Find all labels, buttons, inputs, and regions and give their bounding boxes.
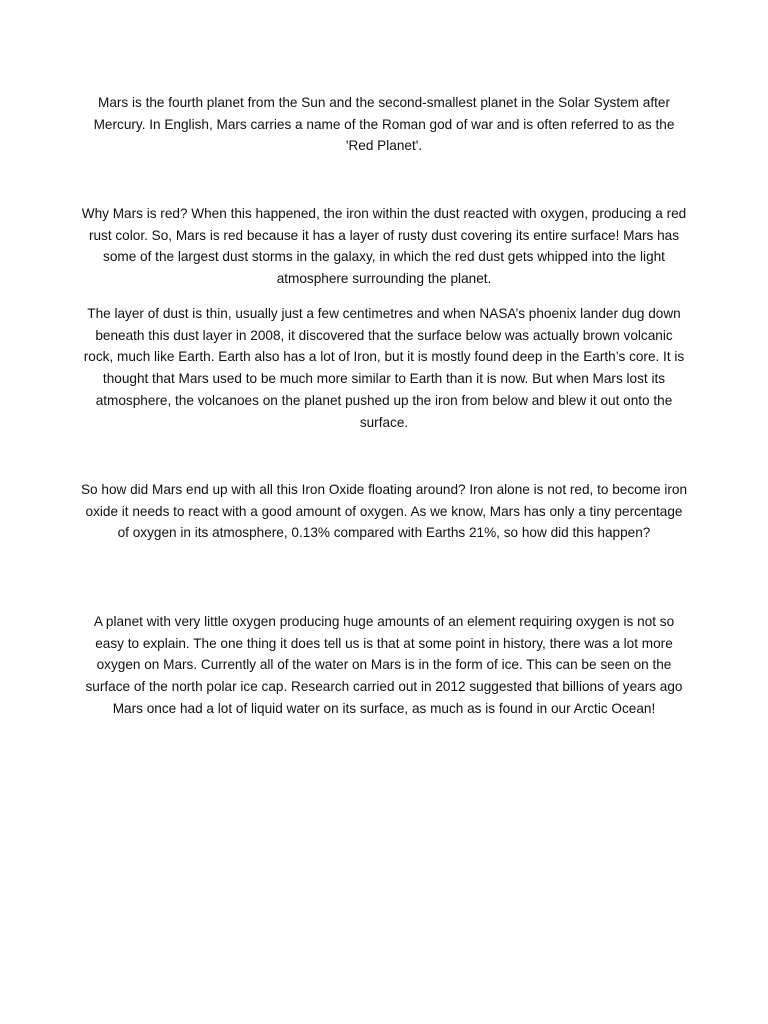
paragraph-why-red: Why Mars is red? When this happened, the iron within the dust reacted with oxygen, producing a red rust color. So, Mars is red because it has a layer of rusty dust covering its entire surface! Mars has some of the largest dust storms in the galaxy, in which the red dust gets whipped into the light atmosphere surrounding the planet.	[81, 206, 687, 287]
paragraph-iron-oxide: So how did Mars end up with all this Iron Oxide floating around? Iron alone is not red, to become iron oxide it needs to react with a good amount of oxygen. As we know, Mars has only a tiny percentage of oxygen in its atmosphere, 0.13% compared with Earths 21%, so how did this happen?	[80, 482, 688, 541]
paragraph-mars-intro: Mars is the fourth planet from the Sun and the second-smallest planet in the Solar System after Mercury. In English, Mars carries a name of the Roman god of war and is often referred to as the 'Red Planet'.	[93, 95, 675, 154]
paragraph-oxygen-water: A planet with very little oxygen producing huge amounts of an element requiring oxygen is not so easy to explain. The one thing it does tell us is that at some point in history, there was a lot more oxygen on Mars. Currently all of the water on Mars is in the form of ice. This can be seen on the surface of the north polar ice cap. Research carried out in 2012 suggested that billions of years ago Mars once had a lot of liquid water on its surface, as much as is found in our Arctic Ocean!	[85, 614, 683, 716]
paragraph-dust-layer: The layer of dust is thin, usually just a few centimetres and when NASA’s phoenix lander dug down beneath this dust layer in 2008, it discovered that the surface below was actually brown volcanic rock, much like Earth. Earth also has a lot of Iron, but it is mostly found deep in the Earth’s core. It is thought that Mars used to be much more similar to Earth than it is now. But when Mars lost its atmosphere, the volcanoes on the planet pushed up the iron from below and blew it out onto the surface.	[83, 306, 685, 430]
